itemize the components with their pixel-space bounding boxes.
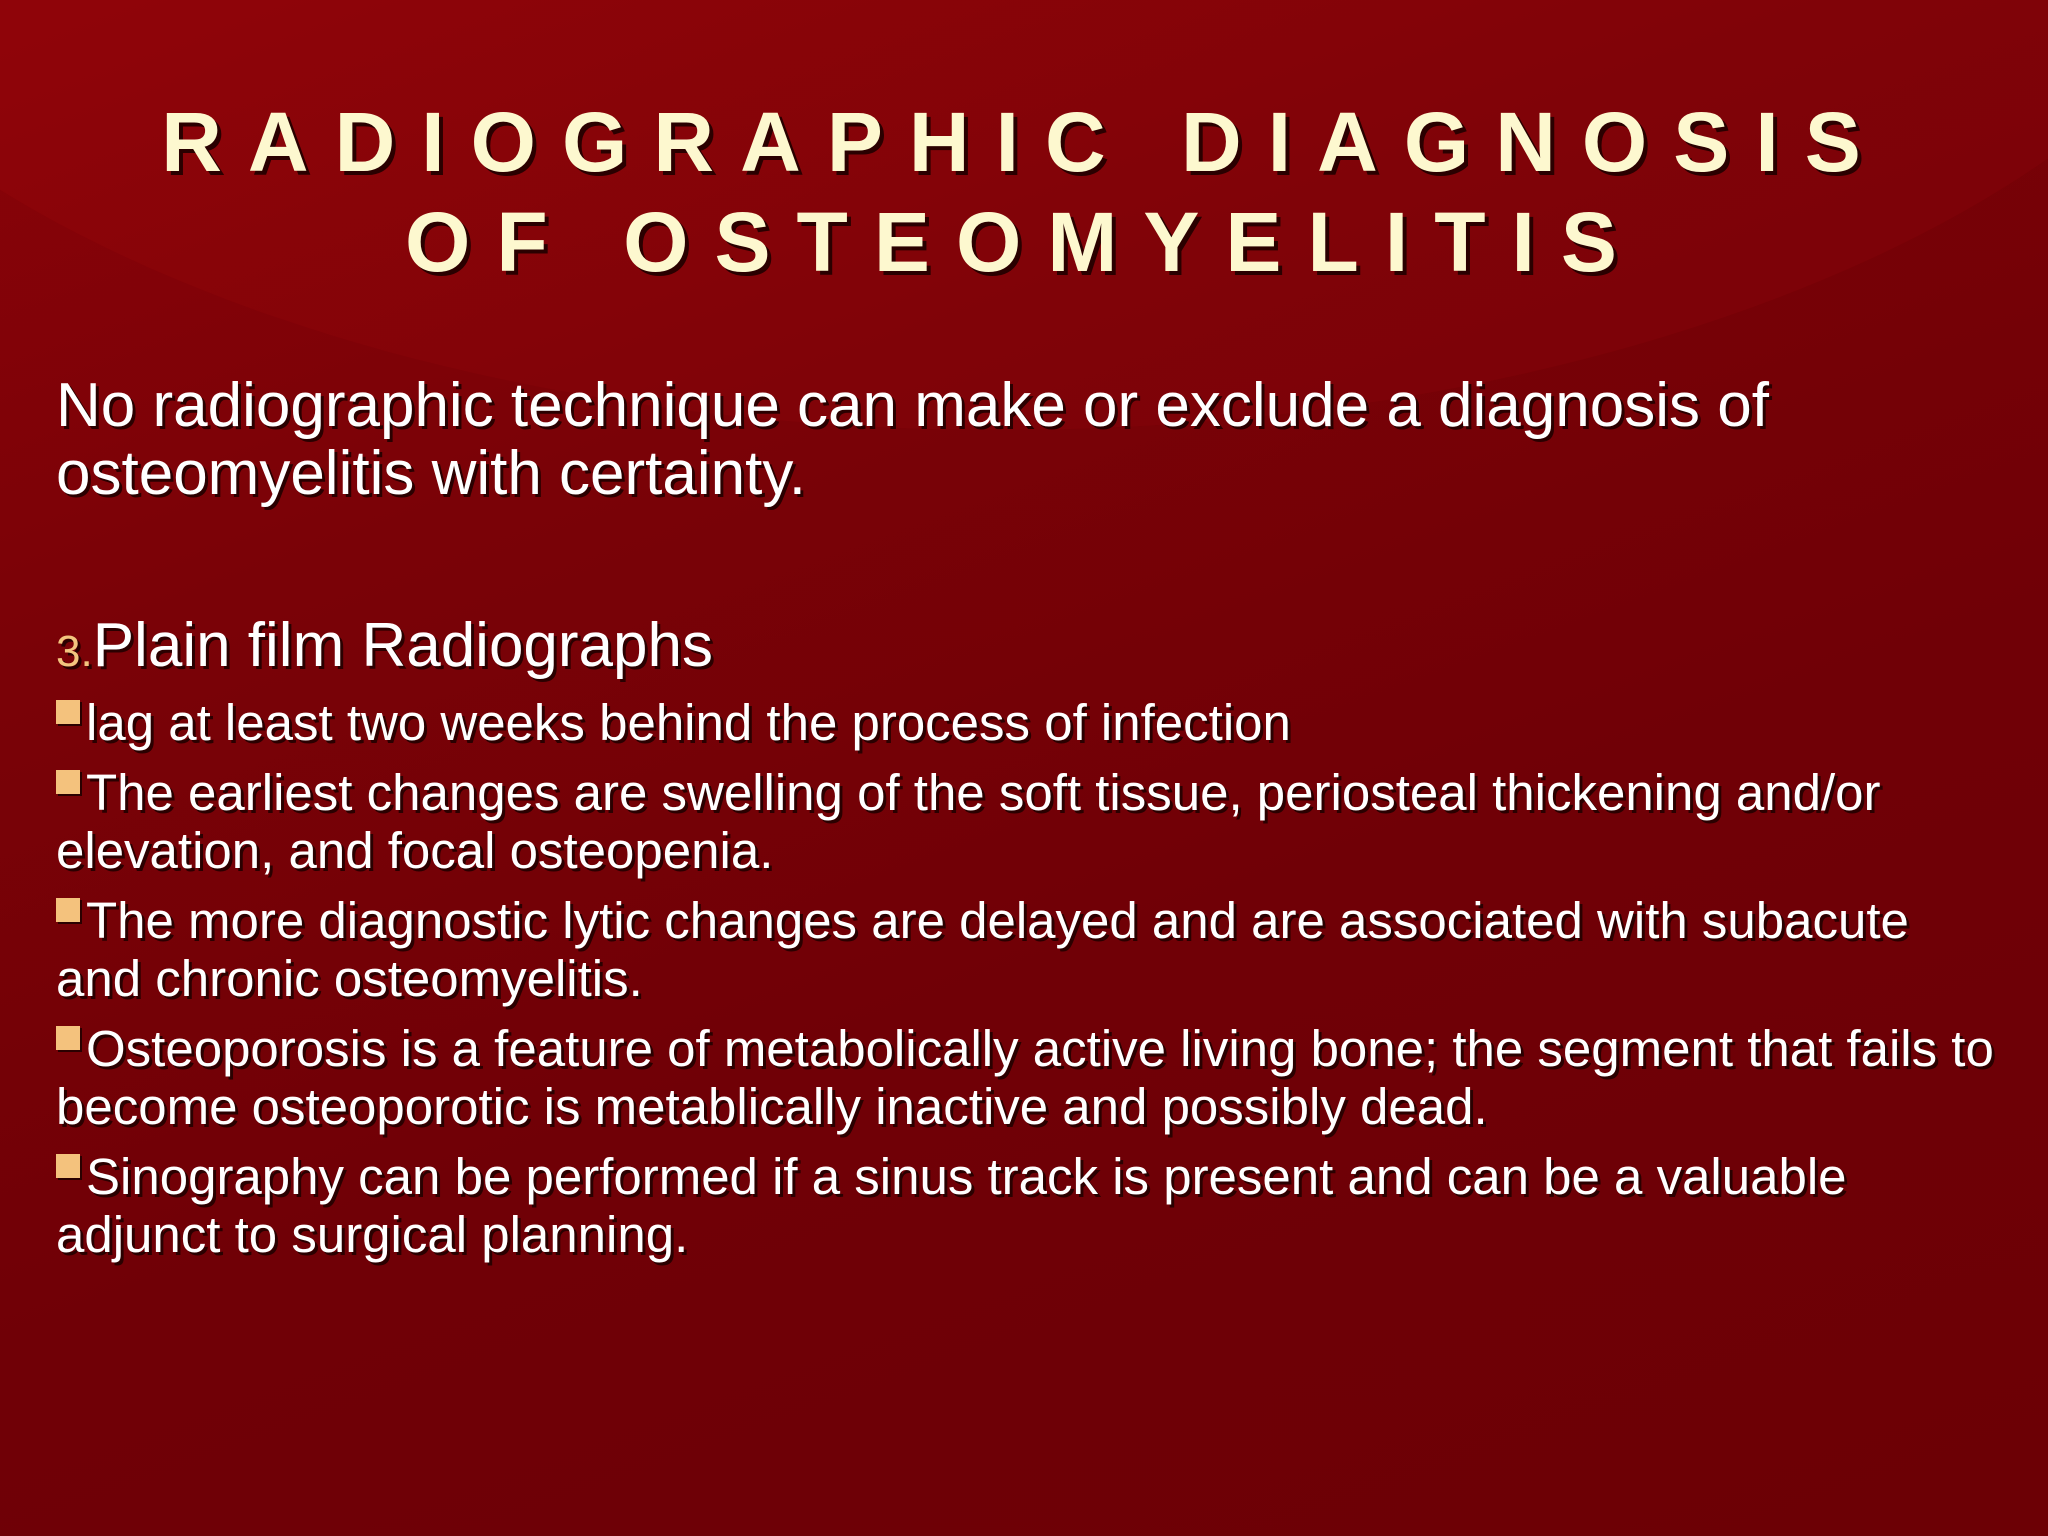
section-number: 3. xyxy=(56,627,93,676)
bullet-text: The earliest changes are swelling of the soft tissue, periosteal thickening and/or elevation, and focal osteopenia. xyxy=(56,764,1881,879)
intro-paragraph: No radiographic technique can make or exclude a diagnosis of osteomyelitis with certainty. xyxy=(56,371,1769,508)
section-heading xyxy=(56,610,713,688)
square-bullet-icon xyxy=(56,700,80,724)
bullet-text: The more diagnostic lytic changes are delayed and are associated with subacute and chronic osteomyelitis. xyxy=(56,892,1909,1007)
square-bullet-icon xyxy=(56,1026,80,1050)
slide-title xyxy=(0,92,2048,292)
bullet-item xyxy=(56,1020,2006,1136)
square-bullet-icon xyxy=(56,1154,80,1178)
bullet-item xyxy=(56,694,2006,752)
title-line-1: RADIOGRAPHIC DIAGNOSIS xyxy=(161,95,1887,189)
bullet-text: lag at least two weeks behind the process of infection xyxy=(86,694,1291,751)
bullet-item xyxy=(56,764,2006,880)
bullet-item xyxy=(56,892,2006,1008)
section-title: Plain film Radiographs xyxy=(92,611,714,680)
bullet-list xyxy=(56,694,2006,1276)
square-bullet-icon xyxy=(56,898,80,922)
bullet-text: Osteoporosis is a feature of metabolically active living bone; the segment that fails to become osteoporotic is metablically inactive and possibly dead. xyxy=(56,1020,1994,1135)
square-bullet-icon xyxy=(56,770,80,794)
bullet-text: Sinography can be performed if a sinus track is present and can be a valuable adjunct to surgical planning. xyxy=(56,1148,1847,1263)
title-line-2: OF OSTEOMYELITIS xyxy=(404,195,1644,289)
bullet-item xyxy=(56,1148,2006,1264)
